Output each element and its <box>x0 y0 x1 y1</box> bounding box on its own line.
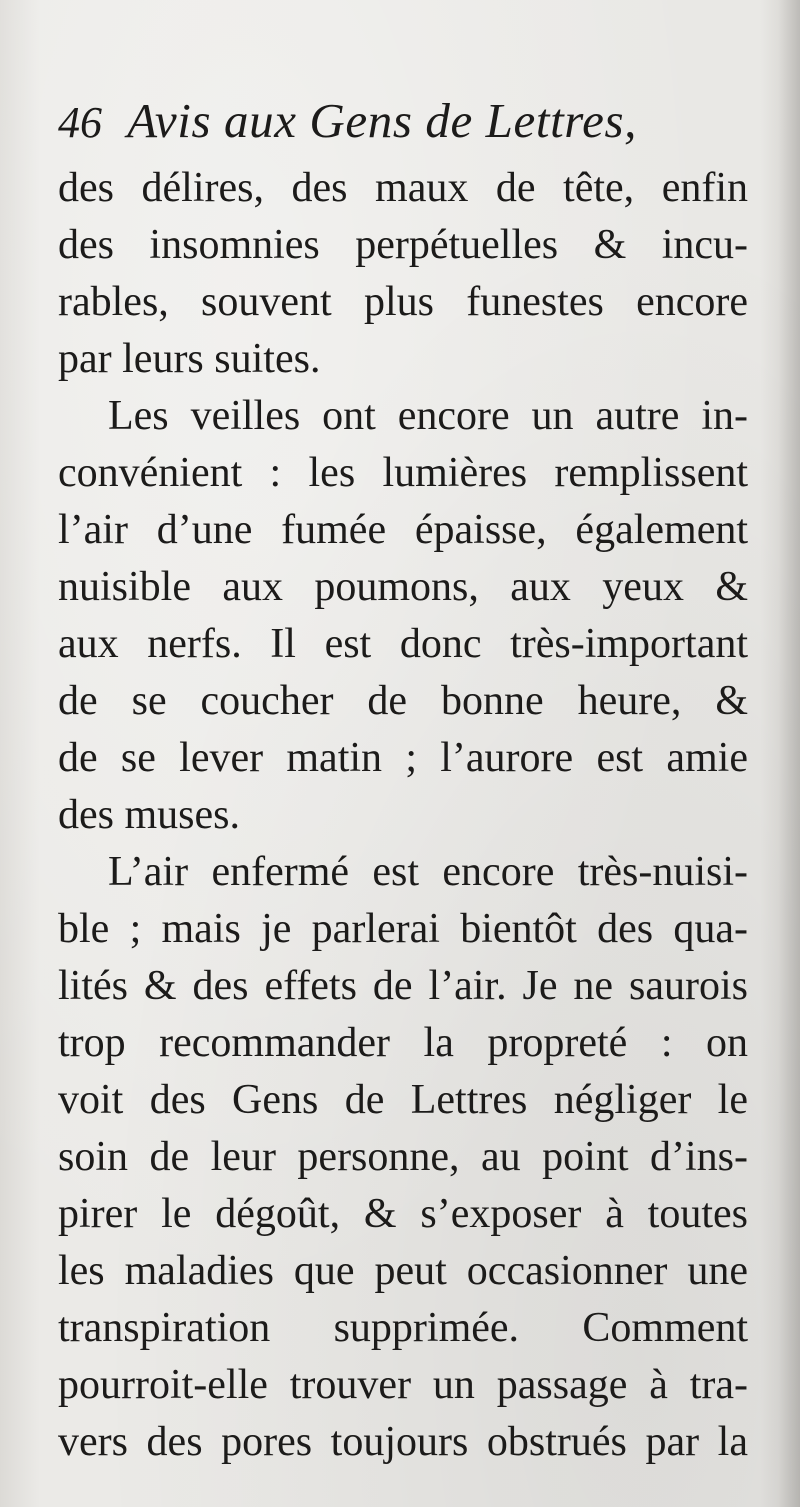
text-line: L’air enfermé est encore très-nuisi- <box>108 849 748 895</box>
text-line: lités & des effets de l’air. Je ne saurois <box>58 963 748 1009</box>
text-line: vers des pores toujours obstrués par la <box>58 1419 748 1465</box>
text-line: pirer le dégoût, & s’exposer à toutes <box>58 1191 748 1237</box>
text-line: des insomnies perpétuelles & incu- <box>58 222 748 268</box>
text-line: rables, souvent plus funestes encore <box>58 279 748 325</box>
page-header <box>58 92 748 160</box>
body-text <box>58 160 748 1471</box>
text-line: soin de leur personne, au point d’ins- <box>58 1134 748 1180</box>
text-line: convénient : les lumières remplissent <box>58 450 748 496</box>
text-line: transpiration supprimée. Comment <box>58 1305 748 1351</box>
text-line: les maladies que peut occasionner une <box>58 1248 748 1294</box>
page-number: 46 <box>58 98 102 147</box>
text-line: l’air d’une fumée épaisse, également <box>58 507 748 553</box>
text-line: de se lever matin ; l’aurore est amie <box>58 735 748 781</box>
page-edge-shadow <box>778 0 800 1507</box>
text-line: de se coucher de bonne heure, & <box>58 678 748 724</box>
text-line: Les veilles ont encore un autre in- <box>108 393 748 439</box>
running-head: Avis aux Gens de Lettres, <box>127 93 637 148</box>
text-line: pourroit-elle trouver un passage à tra- <box>58 1362 748 1408</box>
text-line: nuisible aux poumons, aux yeux & <box>58 564 748 610</box>
text-line: aux nerfs. Il est donc très-important <box>58 621 748 667</box>
text-line: des muses. <box>58 792 240 838</box>
text-line: par leurs suites. <box>58 336 321 382</box>
text-line: trop recommander la propreté : on <box>58 1020 748 1066</box>
text-line: des délires, des maux de tête, enfin <box>58 165 748 211</box>
text-line: voit des Gens de Lettres négliger le <box>58 1077 748 1123</box>
text-line: ble ; mais je parlerai bientôt des qua- <box>58 906 748 952</box>
